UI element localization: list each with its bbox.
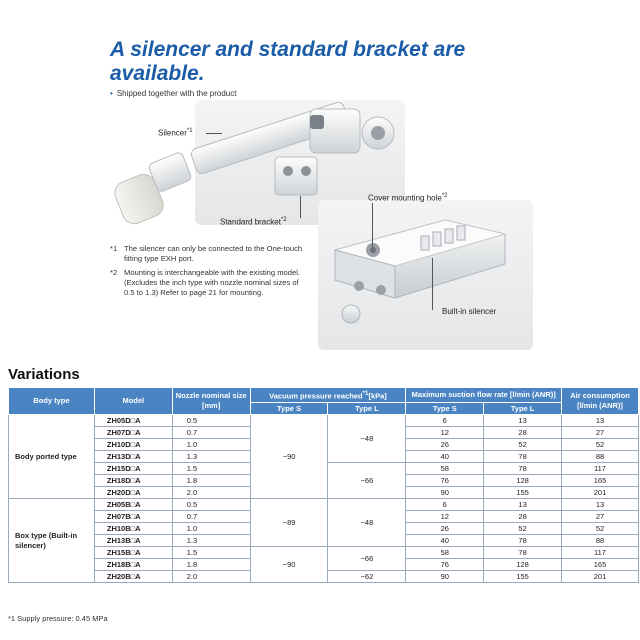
table-cell: 13 — [562, 499, 639, 511]
vacuum-l-cell: −48 — [328, 415, 406, 463]
table-cell: ZH18B□A — [94, 559, 172, 571]
header-vacuum-type-l: Type L — [328, 403, 406, 415]
table-cell: ZH07B□A — [94, 511, 172, 523]
leader-cover-mounting-hole — [372, 203, 373, 247]
table-cell: 117 — [562, 547, 639, 559]
table-cell: 155 — [484, 487, 562, 499]
table-cell: 1.5 — [172, 547, 250, 559]
body-type-cell: Box type (Built-in silencer) — [9, 499, 95, 583]
bullet-icon: • — [110, 89, 113, 98]
table-cell: 117 — [562, 463, 639, 475]
table-cell: 78 — [484, 451, 562, 463]
table-row — [9, 415, 639, 427]
table-cell: ZH10D□A — [94, 439, 172, 451]
table-cell: ZH07D□A — [94, 427, 172, 439]
table-cell: 58 — [406, 463, 484, 475]
table-cell: ZH15D□A — [94, 463, 172, 475]
table-cell: 201 — [562, 487, 639, 499]
text-fragment: Standard bracket — [220, 217, 281, 227]
text-fragment: *2 — [441, 193, 448, 199]
table-cell: ZH15B□A — [94, 547, 172, 559]
vacuum-s-cell: −89 — [250, 499, 328, 547]
shipped-note-text: Shipped together with the product — [116, 89, 237, 98]
table-cell: 1.0 — [172, 523, 250, 535]
table-cell: 2.0 — [172, 571, 250, 583]
header-vacuum-pressure — [250, 388, 406, 403]
text-fragment: *1 — [362, 389, 369, 397]
table-cell: 90 — [406, 487, 484, 499]
table-cell: 0.5 — [172, 499, 250, 511]
table-cell: 13 — [484, 415, 562, 427]
vacuum-s-cell: −90 — [250, 415, 328, 499]
table-cell: 26 — [406, 523, 484, 535]
table-cell: 40 — [406, 451, 484, 463]
text-fragment: The silencer can only be connected to the One-touch fitting type EXH port. — [124, 244, 303, 263]
table-cell: 2.0 — [172, 487, 250, 499]
leader-silencer — [206, 133, 222, 134]
vacuum-l-cell: −48 — [328, 499, 406, 547]
text-fragment: *2 — [110, 268, 118, 277]
header-vacuum-type-s: Type S — [250, 403, 328, 415]
table-cell: 128 — [484, 475, 562, 487]
table-cell: 12 — [406, 511, 484, 523]
notes — [110, 244, 310, 302]
table-cell: 52 — [562, 523, 639, 535]
table-cell: 76 — [406, 475, 484, 487]
vacuum-l-cell: −66 — [328, 547, 406, 571]
label-built-in-silencer — [442, 307, 496, 316]
table-header-row — [9, 388, 639, 403]
section-title-variations: Variations — [8, 366, 80, 383]
text-fragment: Built-in silencer — [442, 307, 497, 316]
table-cell: 165 — [562, 559, 639, 571]
table-cell: 76 — [406, 559, 484, 571]
text-fragment: *1 — [110, 244, 118, 253]
table-cell: ZH18D□A — [94, 475, 172, 487]
table-cell: 1.3 — [172, 535, 250, 547]
table-cell: 26 — [406, 439, 484, 451]
table-row — [9, 547, 639, 559]
table-cell: 1.5 — [172, 463, 250, 475]
table-cell: 40 — [406, 535, 484, 547]
header-flow-type-l: Type L — [484, 403, 562, 415]
table-cell: 52 — [484, 523, 562, 535]
text-fragment: *2 — [280, 217, 287, 223]
table-cell: 27 — [562, 427, 639, 439]
leader-standard-bracket — [300, 196, 301, 218]
standard-bracket-part — [275, 157, 317, 195]
vacuum-l-cell: −62 — [328, 571, 406, 583]
table-cell: 201 — [562, 571, 639, 583]
header-flow-type-s: Type S — [406, 403, 484, 415]
table-cell: 1.8 — [172, 475, 250, 487]
footnote: *1 Supply pressure: 0.45 MPa — [8, 614, 108, 623]
note-2 — [110, 268, 310, 298]
table-cell: 52 — [562, 439, 639, 451]
table-cell: 13 — [562, 415, 639, 427]
text-fragment: Silencer — [158, 128, 187, 138]
note-1 — [110, 244, 310, 264]
table-cell: 165 — [562, 475, 639, 487]
table-cell: 13 — [484, 499, 562, 511]
text-fragment: Vacuum pressure reached — [269, 391, 363, 401]
text-fragment: [kPa] — [368, 391, 387, 401]
table-cell: 78 — [484, 463, 562, 475]
table-cell: 6 — [406, 415, 484, 427]
table-cell: ZH20D□A — [94, 487, 172, 499]
table-row — [9, 499, 639, 511]
table-cell: 6 — [406, 499, 484, 511]
label-cover-mounting-hole — [368, 193, 448, 203]
table-cell: 52 — [484, 439, 562, 451]
leader-built-in-silencer — [432, 258, 433, 310]
table-cell: ZH13D□A — [94, 451, 172, 463]
body-type-cell: Body ported type — [9, 415, 95, 499]
text-fragment: *1 — [186, 128, 193, 134]
variations-table — [8, 387, 639, 583]
table-cell: 1.3 — [172, 451, 250, 463]
header-air-consumption: Air consumption [l/min (ANR)] — [562, 388, 639, 415]
table-cell: 78 — [484, 535, 562, 547]
text-fragment: Mounting is interchangeable with the existing model. (Excludes the inch type with nozzle nominal sizes of 0.5 to 1.3) Refer to page 21 for mounting. — [124, 268, 301, 297]
table-cell: 0.5 — [172, 415, 250, 427]
vacuum-s-cell: −90 — [250, 547, 328, 583]
silencer-part — [111, 151, 192, 227]
table-cell: 27 — [562, 511, 639, 523]
table-cell: 1.8 — [172, 559, 250, 571]
header-max-suction-flow: Maximum suction flow rate [l/min (ANR)] — [406, 388, 562, 403]
headline: A silencer and standard bracket are available. — [110, 38, 466, 85]
label-silencer — [158, 128, 193, 138]
table-cell: 90 — [406, 571, 484, 583]
table-cell: 12 — [406, 427, 484, 439]
table-cell: 58 — [406, 547, 484, 559]
cover-mounting-hole-part — [366, 243, 380, 257]
table-cell: 28 — [484, 427, 562, 439]
header-body-type: Body type — [9, 388, 95, 415]
table-cell: 0.7 — [172, 427, 250, 439]
table-cell: 155 — [484, 571, 562, 583]
vacuum-l-cell: −66 — [328, 463, 406, 499]
table-cell: ZH20B□A — [94, 571, 172, 583]
table-cell: ZH05B□A — [94, 499, 172, 511]
table-cell: 88 — [562, 535, 639, 547]
text-fragment: Cover mounting hole — [368, 193, 442, 203]
table-cell: 1.0 — [172, 439, 250, 451]
table-cell: ZH10B□A — [94, 523, 172, 535]
header-model: Model — [94, 388, 172, 415]
table-cell: 128 — [484, 559, 562, 571]
table-cell: ZH05D□A — [94, 415, 172, 427]
label-standard-bracket — [220, 217, 287, 227]
table-cell: 28 — [484, 511, 562, 523]
table-cell: 78 — [484, 547, 562, 559]
table-cell: 88 — [562, 451, 639, 463]
table-cell: 0.7 — [172, 511, 250, 523]
header-nozzle-size: Nozzle nominal size [mm] — [172, 388, 250, 415]
table-cell: ZH13B□A — [94, 535, 172, 547]
